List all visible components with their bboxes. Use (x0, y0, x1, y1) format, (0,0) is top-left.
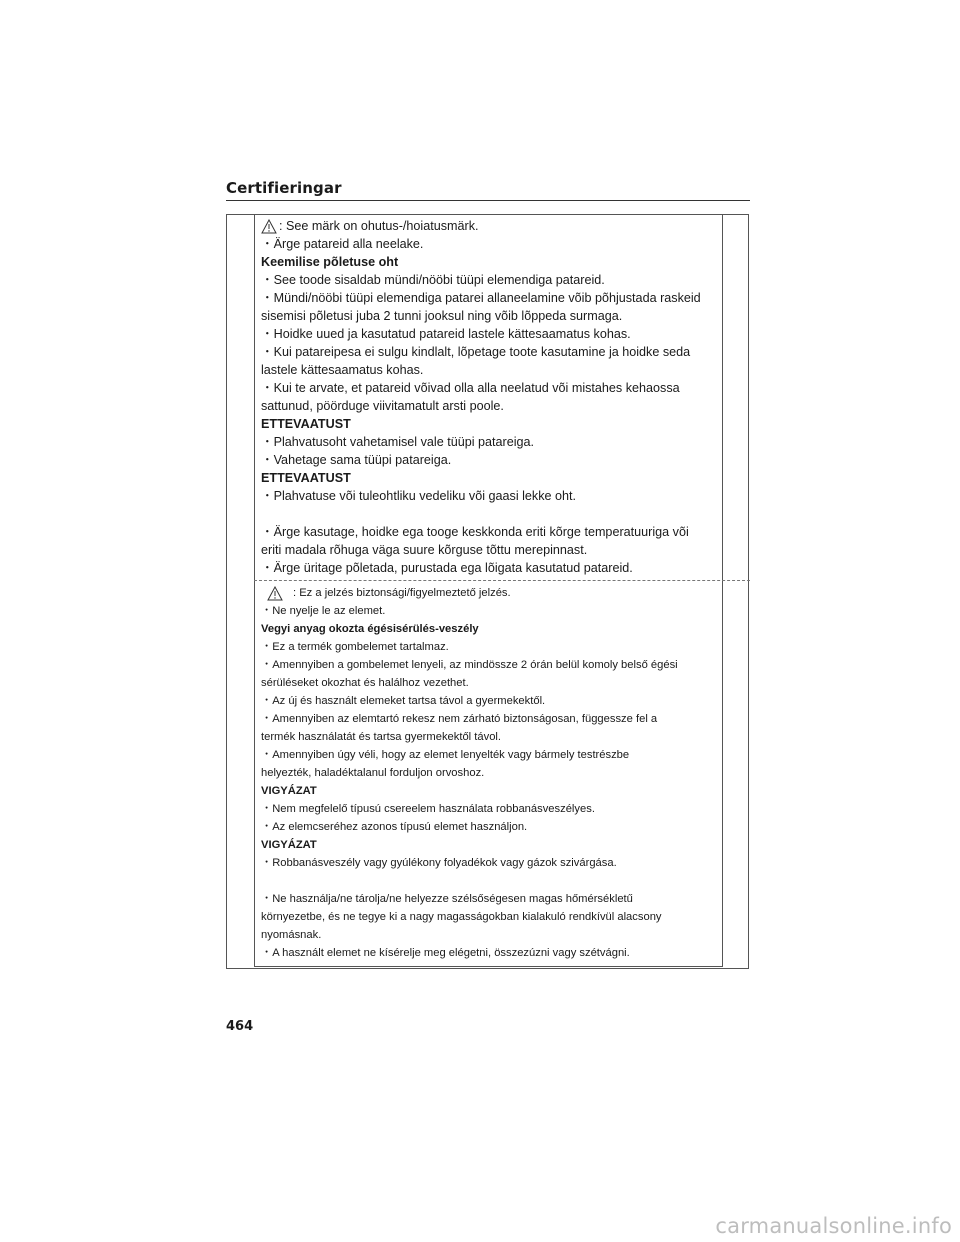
hungarian-line: ・Amennyiben az elemtartó rekesz nem zárható biztonságosan, függessze fel a (261, 713, 658, 725)
hungarian-warning-symbol-line (261, 584, 721, 602)
hungarian-blank-line (261, 872, 721, 890)
hungarian-line: sérüléseket okozhat és halálhoz vezethet. (261, 677, 469, 689)
hungarian-line: ・Ne nyelje le az elemet. (261, 605, 386, 617)
estonian-line: ・See toode sisaldab mündi/nööbi tüüpi elemendiga patareid. (261, 273, 605, 287)
watermark: carmanualsonline.info (715, 1214, 952, 1238)
estonian-line: ・Ärge üritage põletada, purustada ega lõigata kasutatud patareid. (261, 561, 633, 575)
hungarian-line: ・Amennyiben úgy véli, hogy az elemet lenyelték vagy bármely testrészbe (261, 749, 630, 761)
hungarian-line: ・Az új és használt elemeket tartsa távol a gyermekektől. (261, 695, 546, 707)
estonian-line: ・Hoidke uued ja kasutatud patareid lastele kättesaamatus kohas. (261, 327, 631, 341)
estonian-heading: ETTEVAATUST (261, 417, 351, 431)
estonian-heading: ETTEVAATUST (261, 471, 351, 485)
hungarian-line: nyomásnak. (261, 929, 322, 941)
estonian-warning-symbol-line (261, 217, 721, 235)
title-rule (226, 200, 750, 201)
hungarian-warning-symbol-text: : Ez a jelzés biztonsági/figyelmeztető jelzés. (293, 587, 511, 599)
hungarian-line: helyezték, haladéktalanul forduljon orvoshoz. (261, 767, 485, 779)
estonian-blank-line (261, 505, 721, 523)
hungarian-line: ・Ne használja/ne tárolja/ne helyezze szélsőségesen magas hőmérsékletű (261, 893, 633, 905)
page-number: 464 (226, 1019, 254, 1034)
hungarian-heading: VIGYÁZAT (261, 785, 317, 797)
hungarian-line: ・Az elemcseréhez azonos típusú elemet használjon. (261, 821, 528, 833)
section-title: Certifieringar (226, 179, 342, 197)
hungarian-line: környezetbe, és ne tegye ki a nagy magasságokban kialakuló rendkívül alacsony (261, 911, 662, 923)
estonian-line: ・Plahvatusoht vahetamisel vale tüüpi patareiga. (261, 435, 535, 449)
hungarian-line: ・Robbanásveszély vagy gyúlékony folyadékok vagy gázok szivárgása. (261, 857, 617, 869)
estonian-heading: Keemilise põletuse oht (261, 255, 399, 269)
hungarian-line: ・A használt elemet ne kísérelje meg elégetni, összezúzni vagy szétvágni. (261, 947, 630, 959)
estonian-text-block (261, 217, 721, 577)
language-divider (254, 580, 750, 581)
estonian-line: ・Kui te arvate, et patareid võivad olla alla neelatud või mistahes kehaossa (261, 381, 680, 395)
hungarian-line: ・Nem megfelelő típusú csereelem használata robbanásveszélyes. (261, 803, 595, 815)
warning-triangle-icon (261, 219, 277, 234)
warning-triangle-icon (267, 586, 283, 601)
estonian-line: ・Ärge kasutage, hoidke ega tooge keskkonda eriti kõrge temperatuuriga või (261, 525, 689, 539)
hungarian-line: termék használatát és tartsa gyermekektől távol. (261, 731, 502, 743)
hungarian-line: ・Amennyiben a gombelemet lenyeli, az mindössze 2 órán belül komoly belső égési (261, 659, 678, 671)
hungarian-heading: Vegyi anyag okozta égésisérülés-veszély (261, 623, 479, 635)
estonian-warning-symbol-text: : See märk on ohutus-/hoiatusmärk. (279, 219, 479, 233)
estonian-line: lastele kättesaamatus kohas. (261, 363, 424, 377)
estonian-line: ・Plahvatuse või tuleohtliku vedeliku või gaasi lekke oht. (261, 489, 577, 503)
hungarian-heading: VIGYÁZAT (261, 839, 317, 851)
estonian-line: ・Vahetage sama tüüpi patareiga. (261, 453, 452, 467)
estonian-line: ・Kui patareipesa ei sulgu kindlalt, lõpetage toote kasutamine ja hoidke seda (261, 345, 691, 359)
estonian-line: eriti madala rõhuga väga suure kõrguse tõttu merepinnast. (261, 543, 588, 557)
hungarian-line: ・Ez a termék gombelemet tartalmaz. (261, 641, 449, 653)
hungarian-text-block (261, 584, 721, 962)
estonian-line: sisemisi põletusi juba 2 tunni jooksul ning võib lõppeda surmaga. (261, 309, 623, 323)
estonian-line: ・Ärge patareid alla neelake. (261, 237, 424, 251)
estonian-line: ・Mündi/nööbi tüüpi elemendiga patarei allaneelamine võib põhjustada raskeid (261, 291, 701, 305)
estonian-line: sattunud, pöörduge viivitamatult arsti poole. (261, 399, 504, 413)
